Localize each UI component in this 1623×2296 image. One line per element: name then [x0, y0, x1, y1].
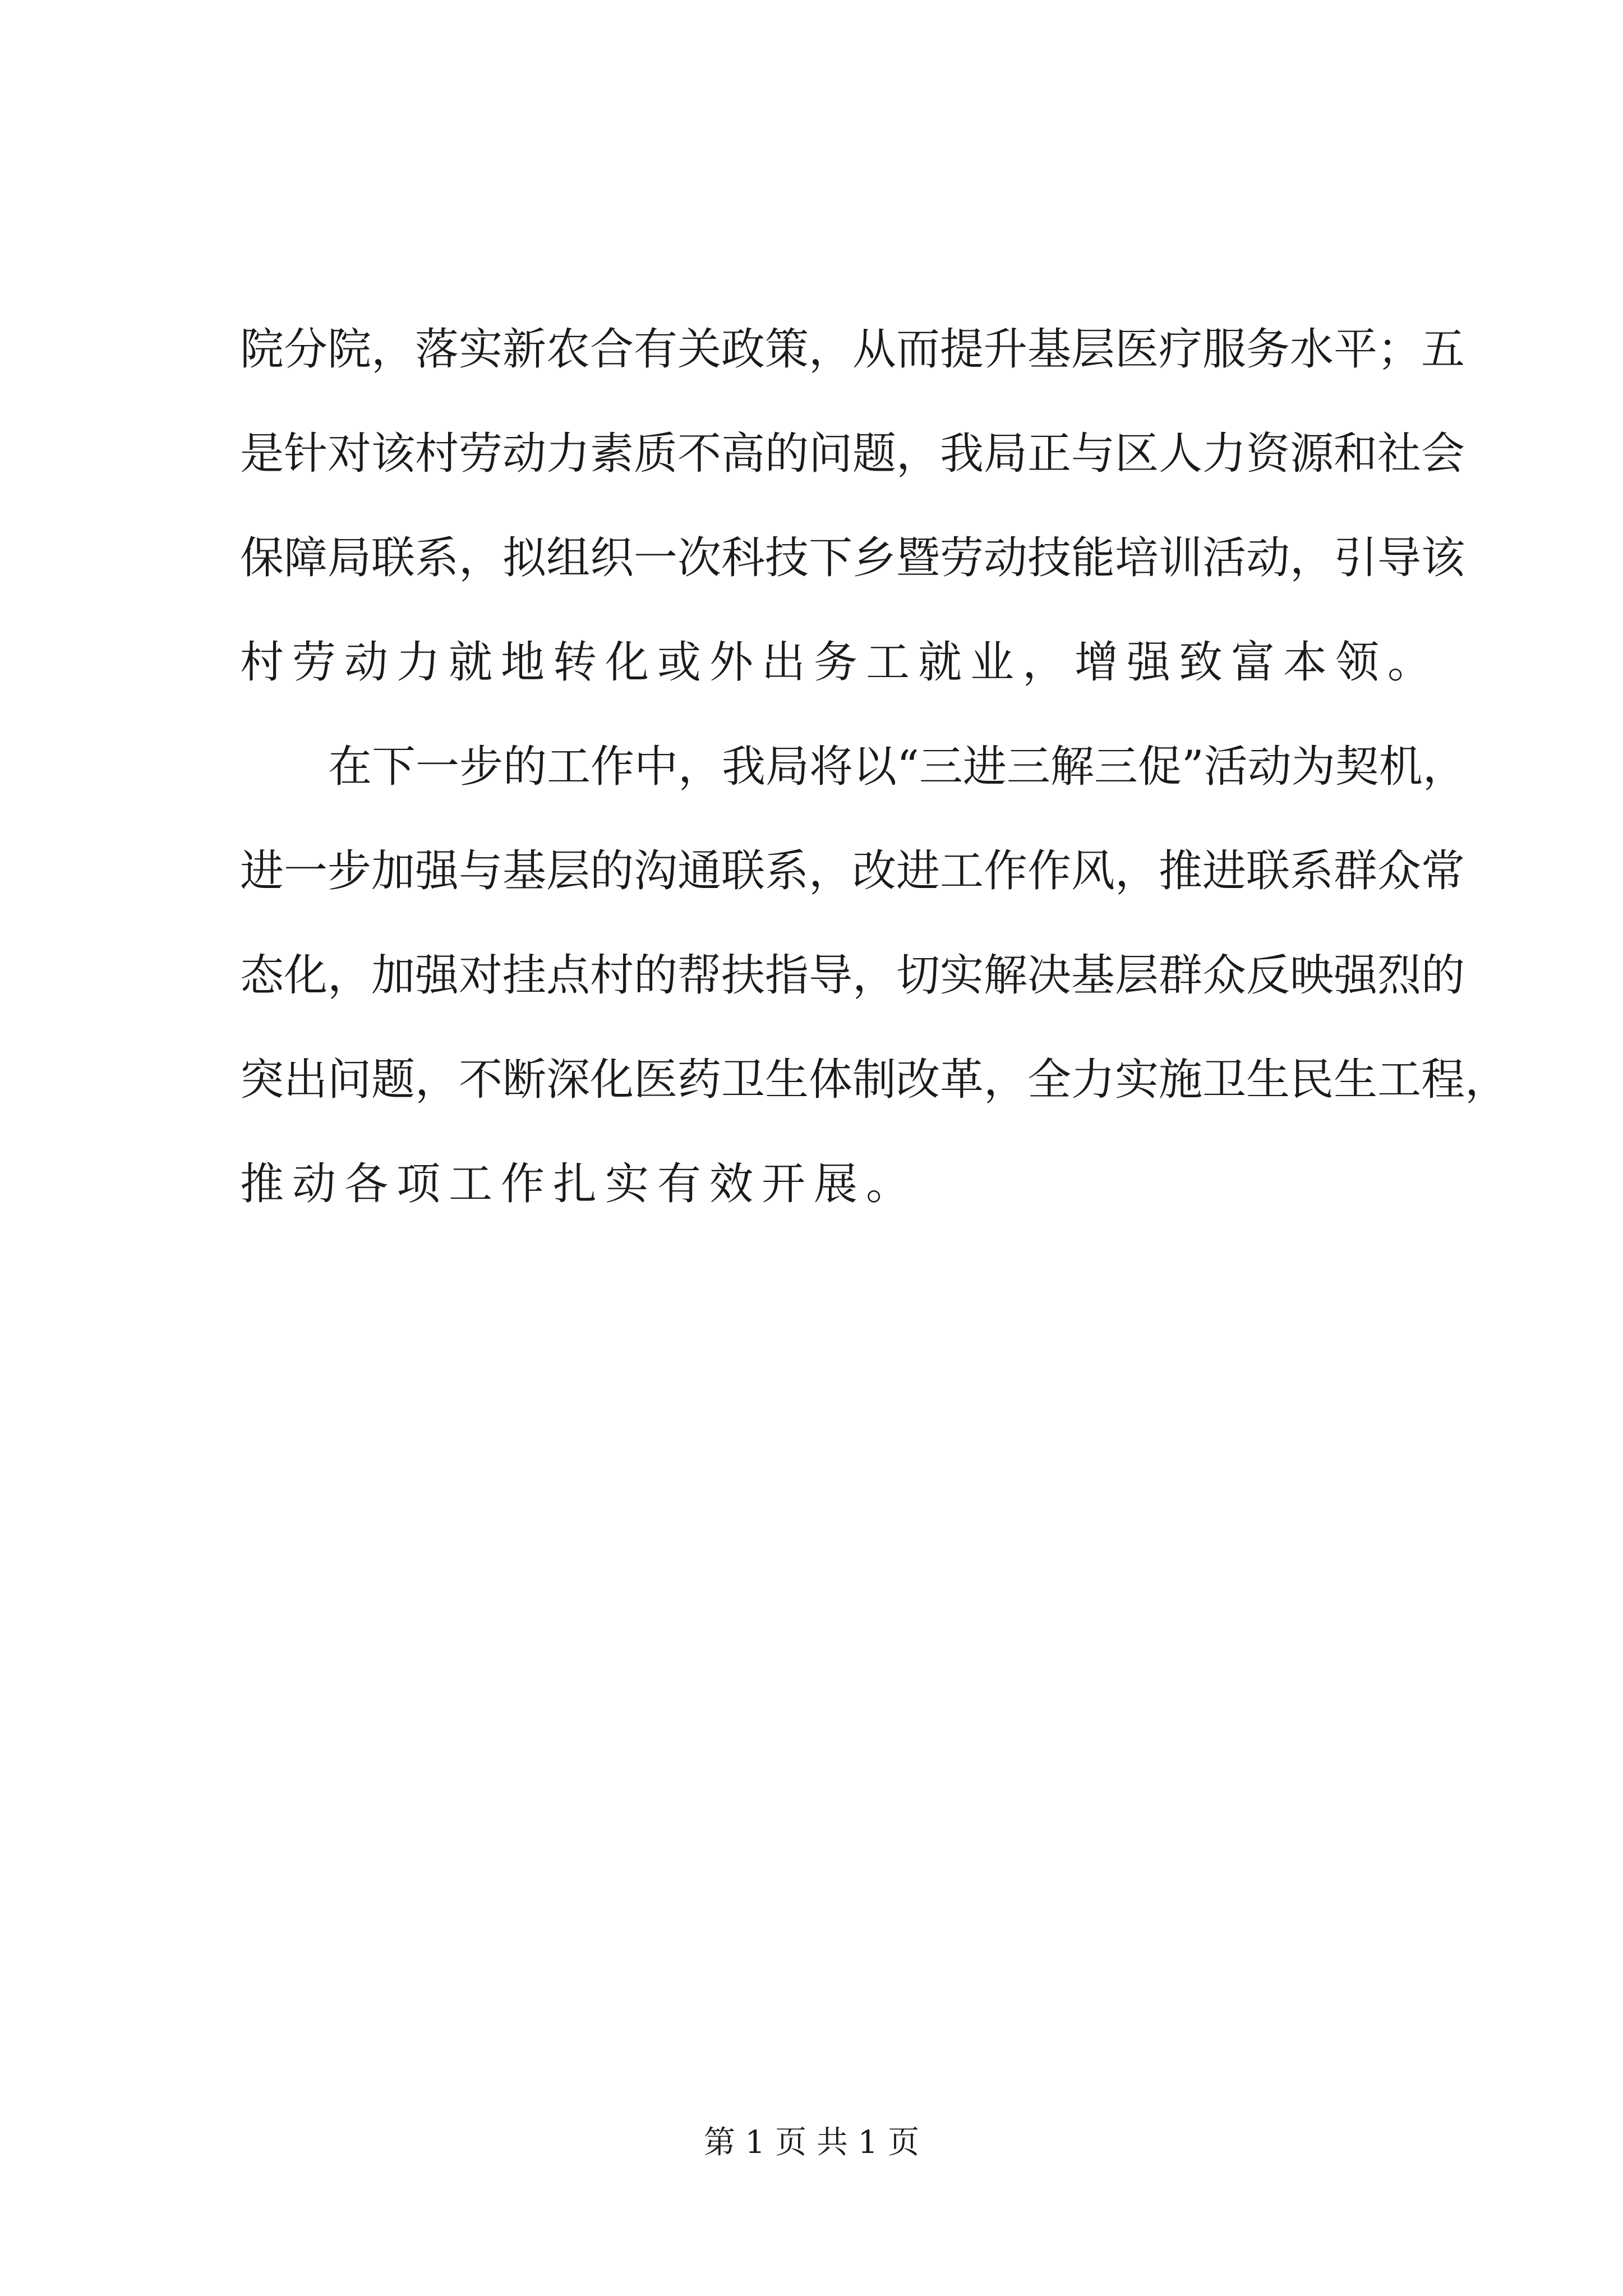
text-line: 态化，加强对挂点村的帮扶指导，切实解决基层群众反映强烈的	[240, 950, 1465, 1001]
page-footer: 第 1 页 共 1 页	[703, 2124, 920, 2161]
document-body	[240, 297, 1509, 1236]
paragraph-first-line: 在下一步的工作中，我局将以“三进三解三促”活动为契机，	[328, 742, 1467, 792]
text-line: 进一步加强与基层的沟通联系，改进工作作风，推进联系群众常	[240, 846, 1465, 896]
text-line: 推动各项工作扎实有效开展。	[240, 1159, 919, 1209]
text-line: 是针对该村劳动力素质不高的问题，我局正与区人力资源和社会	[240, 429, 1465, 479]
text-line: 保障局联系，拟组织一次科技下乡暨劳动技能培训活动，引导该	[240, 533, 1465, 583]
text-line: 村劳动力就地转化或外出务工就业，增强致富本领。	[240, 637, 1440, 688]
text-line: 突出问题，不断深化医药卫生体制改革，全力实施卫生民生工程，	[240, 1055, 1509, 1105]
text-line: 院分院，落实新农合有关政策，从而提升基层医疗服务水平；五	[240, 324, 1465, 375]
